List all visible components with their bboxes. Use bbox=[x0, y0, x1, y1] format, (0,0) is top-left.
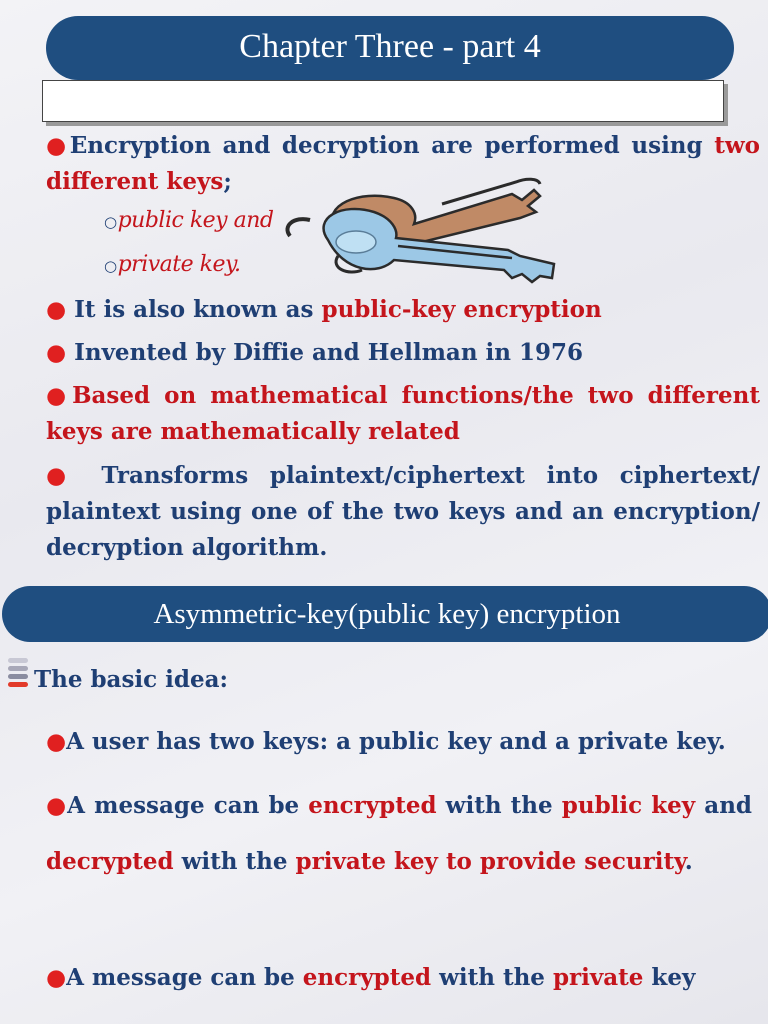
bullet-dot: ● bbox=[46, 296, 67, 323]
sub-bullet: ○ bbox=[104, 257, 117, 275]
bullet-encrypt-public: ●A message can be encrypted with the public key and decrypted with the private key to provide security. bbox=[46, 792, 753, 875]
keys-illustration bbox=[282, 160, 560, 286]
basic-idea-heading: The basic idea: bbox=[34, 666, 229, 693]
bullet-diffie-hellman: ● Invented by Diffie and Hellman in 1976 bbox=[46, 339, 584, 366]
bullet-dot: ● bbox=[46, 132, 70, 159]
sub-bullet: ○ bbox=[104, 213, 117, 231]
sub-item-public-key: ○public key and bbox=[104, 208, 274, 233]
stacked-bars-icon bbox=[8, 658, 28, 692]
chapter-title: Chapter Three - part 4 bbox=[239, 28, 541, 65]
bullet-dot: ● bbox=[46, 728, 67, 755]
bullet-transforms: ● Transforms plaintext/ciphertext into ciphertext/ plaintext using one of the two keys and an encryption/ decryption algorithm. bbox=[46, 462, 760, 561]
bullet-dot: ● bbox=[46, 462, 80, 489]
bullet-two-keys-user: ●A user has two keys: a public key and a private key. bbox=[46, 728, 726, 755]
sub-item-private-key: ○private key. bbox=[104, 252, 241, 277]
bullet-public-key-encryption: ● It is also known as public-key encryption bbox=[46, 296, 602, 323]
chapter-title-banner bbox=[46, 16, 734, 80]
bullet-encrypt-private: ●A message can be encrypted with the private key bbox=[46, 964, 696, 991]
slide-2 bbox=[0, 576, 768, 1024]
section-title: Asymmetric-key(public key) encryption bbox=[153, 598, 621, 630]
bullet-dot: ● bbox=[46, 382, 73, 409]
bullet-dot: ● bbox=[46, 792, 68, 819]
section-title-banner bbox=[2, 586, 768, 642]
bullet-dot: ● bbox=[46, 964, 67, 991]
bullet-mathematical-functions: ●Based on mathematical functions/the two different keys are mathematically related bbox=[46, 382, 761, 445]
subtitle-box bbox=[42, 80, 724, 122]
bullet-two-keys: ●Encryption and decryption are performed using two different keys; bbox=[46, 132, 761, 195]
bullet-dot: ● bbox=[46, 339, 67, 366]
